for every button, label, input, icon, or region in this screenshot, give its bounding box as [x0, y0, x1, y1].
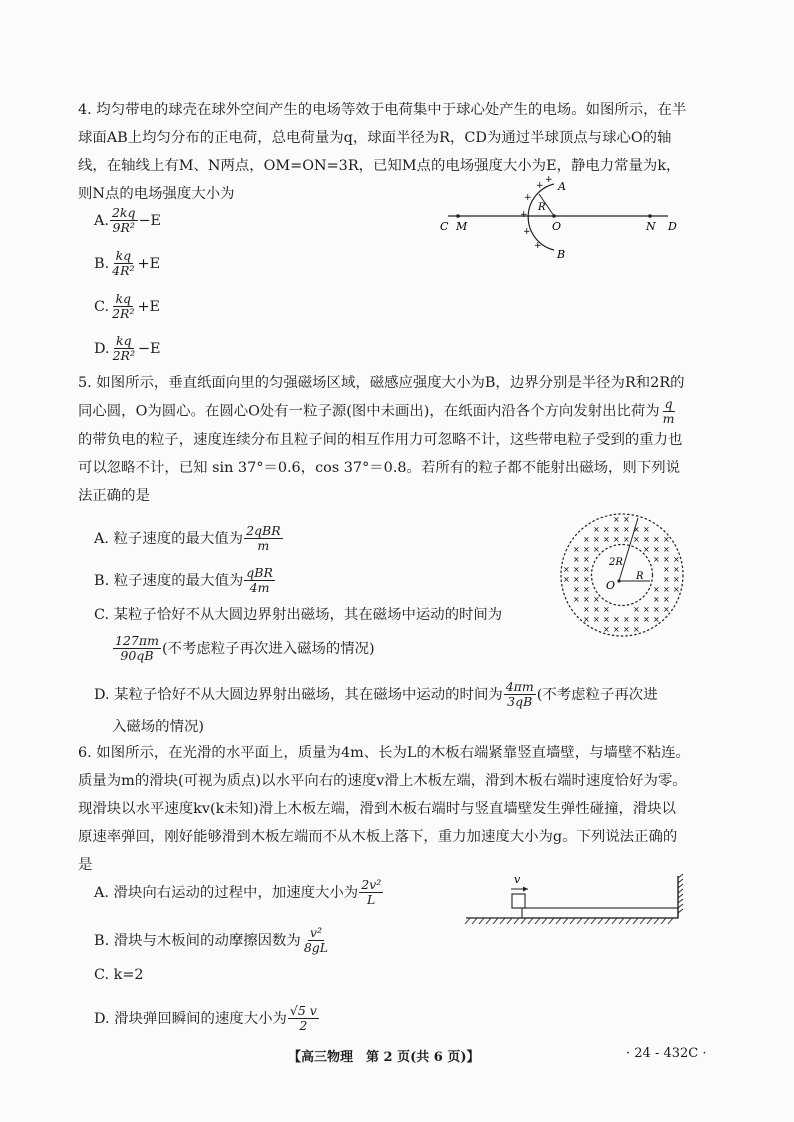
field-cross: × [613, 535, 620, 544]
label-n: N [646, 220, 656, 233]
ground-hatching [465, 918, 678, 924]
q4-option-c[interactable]: C. $\frac{kq}{\text{2R²}}$ +E [94, 291, 161, 321]
field-cross: × [653, 535, 660, 544]
field-cross: × [573, 575, 580, 584]
wall-hatch-mark [678, 894, 683, 898]
field-cross: × [563, 575, 570, 584]
plus-sign: + [545, 175, 553, 185]
ground-hatch-mark [528, 918, 533, 924]
label-m: M [456, 220, 468, 233]
ground-hatch-mark [605, 918, 610, 924]
q4-b-fraction: $\frac{kq}{\text{4R²}}$ [112, 248, 135, 278]
field-cross: × [583, 555, 590, 564]
field-cross: × [583, 565, 590, 574]
field-cross: × [613, 525, 620, 534]
ground-hatch-mark [654, 918, 659, 924]
ground-hatch-mark [479, 918, 484, 924]
q6-option-b[interactable]: B. 滑块与木板间的动摩擦因数为 $\frac{\text{v²}}{8gL}$ [94, 925, 329, 955]
ground-hatch-mark [577, 918, 582, 924]
field-cross: × [673, 555, 680, 564]
plus-sign: + [524, 193, 532, 203]
field-cross: × [653, 555, 660, 564]
field-cross: × [623, 615, 630, 624]
ground-hatch-mark [556, 918, 561, 924]
field-cross: × [583, 545, 590, 554]
q4-option-b[interactable]: B. $\frac{kq}{\text{4R²}}$ +E [94, 248, 161, 278]
field-cross: × [653, 605, 660, 614]
q5-option-d[interactable]: D. 某粒子恰好不从大圆边界射出磁场，其在磁场中运动的时间为 $\frac{4\pi m}{3qB}$ (不考虑粒子再次进 [94, 679, 658, 709]
label-c: C [440, 220, 449, 233]
field-cross: × [673, 565, 680, 574]
wall-hatch-mark [678, 889, 683, 893]
field-cross: × [643, 525, 650, 534]
field-cross: × [573, 565, 580, 574]
field-cross: × [593, 615, 600, 624]
question-4-text: 4. 均匀带电的球壳在球外空间产生的电场等效于电荷集中于球心处产生的电场。如图所示，在半球面AB上均匀分布的正电荷，总电荷量为q，球面半径为R，CD为通过半球顶点与球心O的轴线，在轴线上有M、N两点，OM=ON=3R，已知M点的电场强度大小为E，静电力常量为k，则N点的电场强度大小为 [78, 102, 687, 202]
field-cross: × [573, 545, 580, 554]
label-d: D [668, 220, 677, 233]
field-cross: × [653, 615, 660, 624]
label-r: R [636, 571, 644, 582]
field-cross: × [613, 615, 620, 624]
field-cross: × [643, 535, 650, 544]
field-cross: × [593, 525, 600, 534]
field-cross: × [603, 535, 610, 544]
field-cross: × [663, 595, 670, 604]
q4-hemisphere-figure [436, 172, 686, 264]
ground-hatch-mark [493, 918, 498, 924]
ground-hatch-mark [563, 918, 568, 924]
q5-c-fraction: $\frac{127\pi m}{90qB}$ [115, 633, 159, 663]
wall-hatch-mark [678, 909, 683, 913]
ground-hatch-mark [472, 918, 477, 924]
wall [678, 874, 683, 918]
ground-hatch-mark [612, 918, 617, 924]
ground-hatch-mark [542, 918, 547, 924]
field-cross: × [613, 625, 620, 634]
field-cross: × [603, 625, 610, 634]
point-o [552, 214, 556, 218]
q5-option-a[interactable]: A. 粒子速度的最大值为 $\frac{\text{2qBR}}{m}$ [94, 523, 281, 553]
ground-hatch-mark [465, 918, 470, 924]
q5-d-fraction: $\frac{4\pi m}{3qB}$ [505, 679, 534, 709]
plus-sign: + [536, 181, 544, 191]
ground-hatch-mark [549, 918, 554, 924]
ground-hatch-mark [668, 918, 673, 924]
question-5-text-1: 5. 如图所示，垂直纸面向里的匀强磁场区域，磁感应强度大小为B，边界分别是半径为R和2R的同心圆，O为圆心。在圆心O处有一粒子源(图中未画出)，在纸面内沿各个方向发射出比荷为 [78, 375, 685, 420]
field-cross: × [663, 575, 670, 584]
question-6 [78, 739, 690, 879]
field-cross: × [633, 535, 640, 544]
field-cross: × [623, 535, 630, 544]
field-cross: × [623, 625, 630, 634]
field-cross: × [663, 545, 670, 554]
q4-d-fraction: $\frac{kq}{\text{2R²}}$ [112, 333, 135, 363]
ground-hatch-mark [584, 918, 589, 924]
field-cross: × [573, 555, 580, 564]
field-cross: × [633, 525, 640, 534]
label-2r: 2R [609, 557, 623, 568]
plus-sign: + [523, 227, 531, 237]
field-cross: × [643, 545, 650, 554]
field-cross: × [663, 605, 670, 614]
q4-a-fraction: $\frac{2kq}{\text{9R²}}$ [111, 205, 136, 235]
field-cross: × [633, 605, 640, 614]
ground-hatch-mark [521, 918, 526, 924]
field-cross: × [623, 515, 630, 524]
field-cross: × [643, 605, 650, 614]
label-a: A [558, 180, 566, 193]
q6-option-d[interactable]: D. 滑块弹回瞬间的速度大小为 $\frac{√5 v}{2}$ [94, 1003, 317, 1033]
ground-hatch-mark [661, 918, 666, 924]
label-r: R [538, 202, 546, 213]
field-cross: × [593, 535, 600, 544]
field-cross: × [603, 615, 610, 624]
label-o: O [552, 220, 562, 233]
label-o: O [606, 579, 616, 592]
point-m [456, 214, 460, 218]
field-cross: × [593, 605, 600, 614]
ground-hatch-mark [647, 918, 652, 924]
ground-hatch-mark [591, 918, 596, 924]
q5-option-b[interactable]: B. 粒子速度的最大值为 $\frac{\text{qBR}}{4m}$ [94, 565, 273, 595]
q5-a-fraction: $\frac{\text{2qBR}}{m}$ [246, 523, 281, 553]
field-cross: × [583, 575, 590, 584]
footer-page-info: 【高三物理 第 2 页(共 6 页)】 [288, 1050, 480, 1065]
question-5-text-2: 的带负电的粒子，速度连续分布且粒子间的相互作用力可忽略不计，这些带电粒子受到的重力也可以忽略不计，已知 sin 37°＝0.6，cos 37°＝0.8。若所有的粒子都不能射出磁场，则下列说法正确的是 [78, 432, 683, 504]
field-cross: × [573, 585, 580, 594]
q6-a-fraction: $\frac{\text{2v²}}{L}$ [361, 877, 382, 907]
field-cross: × [663, 585, 670, 594]
q4-option-d[interactable]: D. $\frac{kq}{\text{2R²}}$ −E [94, 333, 161, 363]
field-cross: × [663, 565, 670, 574]
field-cross: × [673, 575, 680, 584]
ground-hatch-mark [598, 918, 603, 924]
wall-hatch-mark [678, 874, 683, 878]
field-cross: × [633, 625, 640, 634]
field-cross: × [573, 595, 580, 604]
q4-option-a[interactable]: A. $\frac{2kq}{\text{9R²}}$ −E [94, 205, 162, 235]
field-cross: × [653, 595, 660, 604]
center-o [617, 579, 620, 582]
q5-concentric-field-figure [557, 509, 687, 641]
q5-charge-ratio: $\frac{q}{m}$ [662, 396, 675, 426]
field-cross: × [643, 615, 650, 624]
field-cross: × [653, 545, 660, 554]
ground-hatch-mark [626, 918, 631, 924]
field-cross: × [653, 585, 660, 594]
field-cross: × [593, 545, 600, 554]
q5-option-c[interactable]: C. 某粒子恰好不从大圆边界射出磁场，其在磁场中运动的时间为 [94, 607, 503, 623]
footer-exam-code: · 24 - 432C · [626, 1046, 707, 1061]
wall-hatch-mark [678, 904, 683, 908]
field-cross: × [583, 615, 590, 624]
field-cross: × [603, 605, 610, 614]
label-v: v [514, 873, 521, 886]
question-6-text: 6. 如图所示，在光滑的水平面上，质量为4m、长为L的木板右端紧靠竖直墙壁，与墙壁不粘连。质量为m的滑块(可视为质点)以水平向右的速度v滑上木板左端，滑到木板右端时速度恰好为零。现滑块以水平速度kv(k未知)滑上木板左端，滑到木板右端时与竖直墙壁发生弹性碰撞，滑块以原速率弹回，刚好能够滑到木板左端而不从木板上落下，重力加速度大小为g。下列说法正确的是 [78, 745, 690, 873]
ground-hatch-mark [507, 918, 512, 924]
wall-hatch-mark [678, 879, 683, 883]
q5-option-d-cont: 入磁场的情况) [112, 719, 204, 735]
plus-sign: + [520, 210, 528, 220]
wooden-board [522, 908, 678, 918]
field-cross: × [593, 595, 600, 604]
wall-hatch-mark [678, 884, 683, 888]
q6-board-wall-figure [464, 868, 686, 928]
slider-block [512, 894, 525, 908]
q6-option-a[interactable]: A. 滑块向右运动的过程中，加速度大小为 $\frac{\text{2v²}}{L}$ [94, 877, 382, 907]
q5-option-c-cont: $\frac{127\pi m}{90qB}$ (不考虑粒子再次进入磁场的情况) [115, 633, 375, 663]
field-cross: × [633, 615, 640, 624]
field-cross: × [663, 535, 670, 544]
q6-b-fraction: $\frac{\text{v²}}{8gL}$ [303, 925, 329, 955]
field-cross: × [583, 595, 590, 604]
ground-hatch-mark [500, 918, 505, 924]
wall-hatch-mark [678, 899, 683, 903]
q4-c-fraction: $\frac{kq}{\text{2R²}}$ [112, 291, 135, 321]
ground-hatch-mark [570, 918, 575, 924]
field-cross: × [603, 525, 610, 534]
ground-hatch-mark [514, 918, 519, 924]
velocity-arrowhead [523, 887, 528, 892]
point-n [648, 214, 652, 218]
field-cross: × [583, 535, 590, 544]
q6-d-fraction: $\frac{√5 v}{2}$ [289, 1003, 317, 1033]
q6-option-c[interactable]: C. k=2 [94, 967, 144, 983]
ground-hatch-mark [619, 918, 624, 924]
field-cross: × [563, 565, 570, 574]
ground-hatch-mark [633, 918, 638, 924]
label-b: B [557, 248, 566, 261]
field-cross: × [613, 515, 620, 524]
field-cross: × [583, 585, 590, 594]
ground-hatch-mark [640, 918, 645, 924]
plus-sign: + [534, 241, 542, 251]
field-cross: × [673, 585, 680, 594]
q5-b-fraction: $\frac{\text{qBR}}{4m}$ [246, 565, 273, 595]
ground-hatch-mark [535, 918, 540, 924]
ground-hatch-mark [486, 918, 491, 924]
field-cross: × [583, 605, 590, 614]
field-cross: × [663, 555, 670, 564]
field-cross: × [623, 525, 630, 534]
question-5 [78, 369, 690, 510]
